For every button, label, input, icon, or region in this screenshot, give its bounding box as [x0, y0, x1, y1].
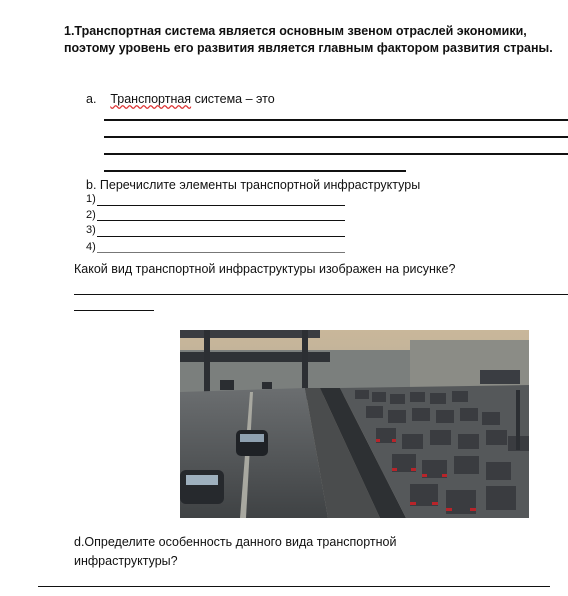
- answer-line: [104, 136, 568, 138]
- answer-line: [97, 236, 345, 237]
- answer-line: [97, 220, 345, 221]
- item-b: b. Перечислите элементы транспортной инфраструктуры: [86, 178, 421, 192]
- task-title: 1.Транспортная система является основным звеном отраслей экономики, поэтому уровень его развития является главным фактором развития страны.: [64, 24, 553, 55]
- answer-line: [74, 294, 568, 295]
- list-number: 4): [86, 241, 96, 253]
- item-a: [86, 92, 275, 106]
- item-a-letter: a.: [86, 92, 97, 106]
- question-d: d.Определите особенность данного вида транспортной инфраструктуры?: [74, 535, 397, 568]
- answer-line: [97, 252, 345, 253]
- list-number: 3): [86, 224, 96, 236]
- list-number: 1): [86, 193, 96, 205]
- question-c: Какой вид транспортной инфраструктуры изображен на рисунке?: [74, 262, 456, 276]
- item-a-rest: система – это: [191, 92, 275, 106]
- answer-line: [104, 153, 568, 155]
- list-number: 2): [86, 209, 96, 221]
- answer-line: [74, 310, 154, 311]
- item-a-word: Транспортная: [110, 92, 192, 106]
- answer-line: [97, 205, 345, 206]
- answer-line: [104, 170, 406, 172]
- highway-traffic-photo: [180, 330, 529, 518]
- answer-line: [104, 119, 568, 121]
- bottom-rule: [38, 586, 550, 587]
